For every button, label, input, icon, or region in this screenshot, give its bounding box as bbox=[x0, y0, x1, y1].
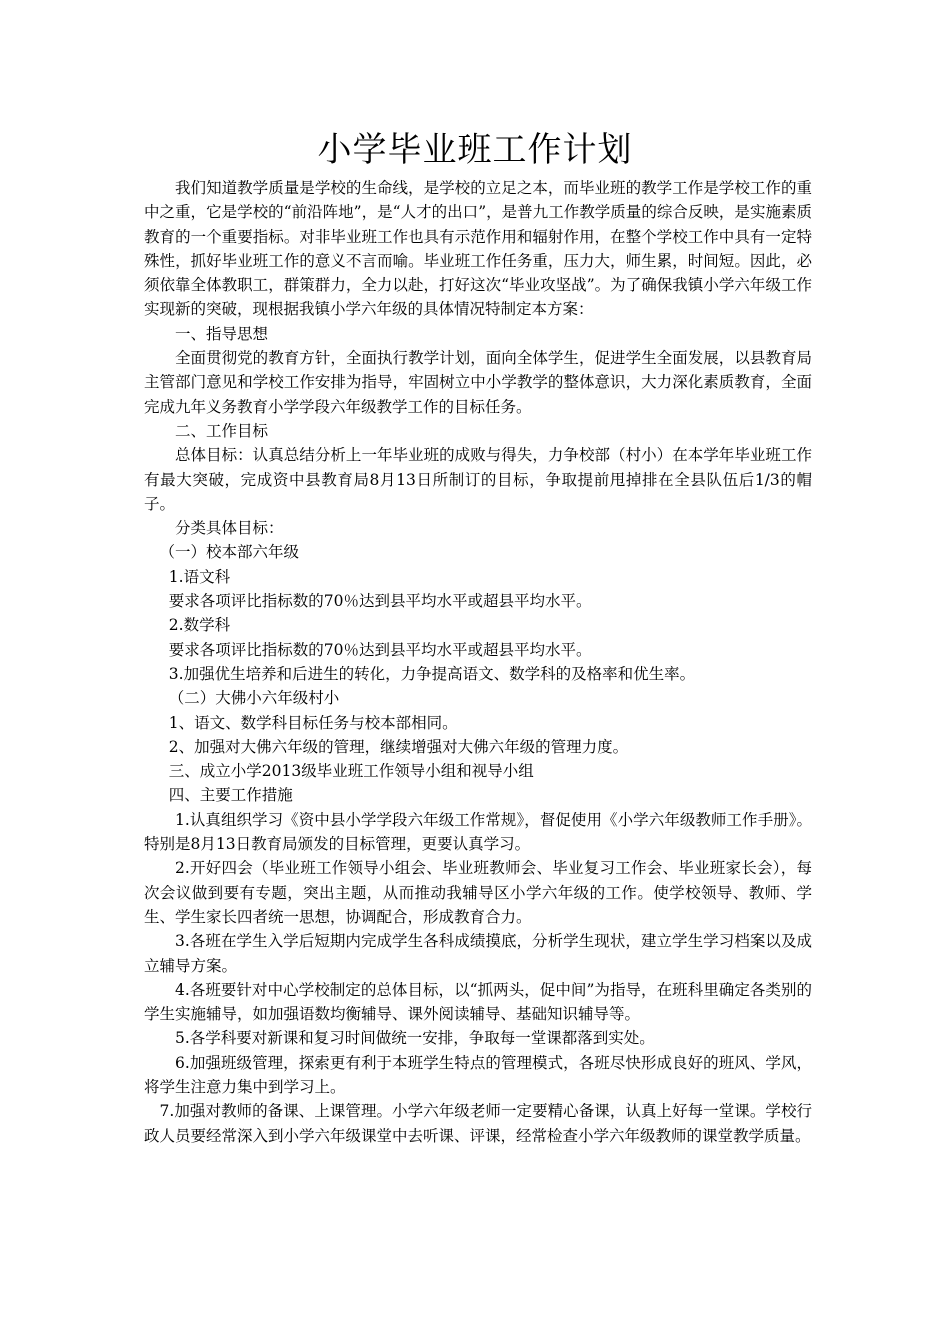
list-item-chinese: 1.语文科 bbox=[168, 567, 231, 586]
list-item-dafo-management: 2、加强对大佛六年级的管理，继续增强对大佛六年级的管理力度。 bbox=[168, 737, 629, 756]
intro-paragraph: 我们知道教学质量是学校的生命线，是学校的立足之本，而毕业班的教学工作是学校工作的重中之重，它是学校的“前沿阵地”，是“人才的出口”，是普九工作教学质量的综合反映，是实施素质教育的一个重要指标。对非毕业班工作也具有示范作用和辐射作用，在整个学校工作中具有一定特殊性，抓好毕业班工作的意义不言而喻。毕业班工作任务重，压力大，师生累，时间短。因此，必须依靠全体教职工，群策群力，全力以赴，打好这次“毕业攻坚战”。为了确保我镇小学六年级工作实现新的突破，现根据我镇小学六年级的具体情况特制定本方案： bbox=[144, 179, 812, 319]
section-heading-leadership-group: 三、成立小学2013级毕业班工作领导小组和视导小组 bbox=[168, 762, 534, 781]
section-heading-main-measures: 四、主要工作措施 bbox=[168, 786, 293, 805]
measure-item-2: 2.开好四会（毕业班工作领导小组会、毕业班教师会、毕业复习工作会、毕业班家长会），每次会议做到要有专题，突出主题，从而推动我辅导区小学六年级的工作。使学校领导、教师、学生、学生家长四者统一思想，协调配合，形成教育合力。 bbox=[144, 859, 812, 926]
measure-item-6: 6.加强班级管理，探索更有利于本班学生特点的管理模式，各班尽快形成良好的班风、学风，将学生注意力集中到学习上。 bbox=[144, 1053, 812, 1096]
document-title: 小学毕业班工作计划 bbox=[317, 130, 633, 170]
section-heading-guiding-ideology: 一、指导思想 bbox=[175, 324, 269, 343]
section-heading-work-goals: 二、工作目标 bbox=[175, 421, 269, 440]
list-item-chinese-requirement: 要求各项评比指标数的70％达到县平均水平或超县平均水平。 bbox=[168, 592, 592, 611]
subsection-heading-main-campus: （一）校本部六年级 bbox=[159, 543, 300, 562]
measure-item-5: 5.各学科要对新课和复习时间做统一安排，争取每一堂课都落到实处。 bbox=[175, 1029, 655, 1048]
guiding-ideology-paragraph: 全面贯彻党的教育方针，全面执行教学计划，面向全体学生，促进学生全面发展，以县教育局主管部门意见和学校工作安排为指导，牢固树立中小学教学的整体意识，大力深化素质教育，全面完成九年义务教育小学学段六年级教学工作的目标任务。 bbox=[144, 349, 812, 416]
subsection-heading-dafo-village: （二）大佛小六年级村小 bbox=[168, 689, 340, 708]
overall-goal-paragraph: 总体目标：认真总结分析上一年毕业班的成败与得失，力争校部（村小）在本学年毕业班工作有最大突破，完成资中县教育局8月13日所制订的目标，争取提前甩掉排在全县队伍后1/3的帽子。 bbox=[144, 446, 812, 513]
measure-item-7: 7.加强对教师的备课、上课管理。小学六年级老师一定要精心备课，认真上好每一堂课。学校行政人员要经常深入到小学六年级课堂中去听课、评课，经常检查小学六年级教师的课堂教学质量。 bbox=[144, 1102, 812, 1145]
category-goals-label: 分类具体目标： bbox=[175, 519, 284, 538]
list-item-student-training: 3.加强优生培养和后进生的转化，力争提高语文、数学科的及格率和优生率。 bbox=[168, 664, 696, 683]
measure-item-1: 1.认真组织学习《资中县小学学段六年级工作常规》，督促使用《小学六年级教师工作手册》。特别是8月13日教育局颁发的目标管理，更要认真学习。 bbox=[144, 810, 812, 854]
list-item-dafo-goals: 1、语文、数学科目标任务与校本部相同。 bbox=[168, 713, 458, 732]
list-item-math-requirement: 要求各项评比指标数的70％达到县平均水平或超县平均水平。 bbox=[168, 640, 592, 659]
measure-item-4: 4.各班要针对中心学校制定的总体目标，以“抓两头，促中间”为指导，在班科里确定各类别的学生实施辅导，如加强语数均衡辅导、课外阅读辅导、基础知识辅导等。 bbox=[144, 980, 812, 1024]
document-body bbox=[144, 176, 812, 1148]
list-item-math: 2.数学科 bbox=[168, 616, 231, 635]
measure-item-3: 3.各班在学生入学后短期内完成学生各科成绩摸底，分析学生现状，建立学生学习档案以及成立辅导方案。 bbox=[144, 932, 812, 975]
